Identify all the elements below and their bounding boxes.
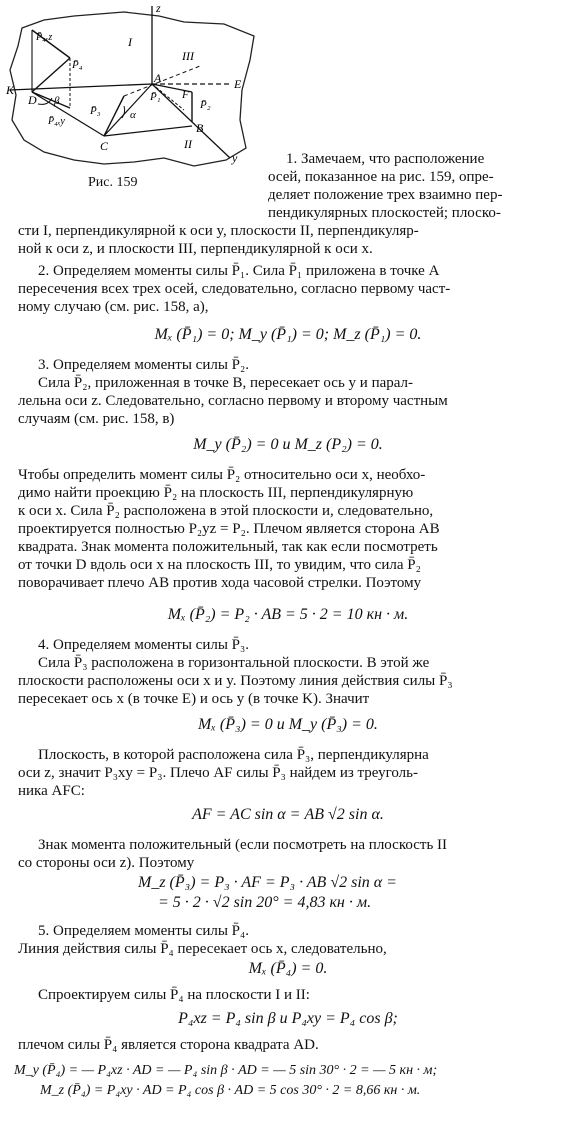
formula: M_z (P̄₃) = P₃ · AF = P₃ · AB √2 sin α = <box>138 874 397 891</box>
text-line: оси z, значит P₃xy = P₃. Плечо AF силы P̄₃ найдем из треуголь- <box>18 765 418 781</box>
text-line: плечом силы P̄₄ является сторона квадрата AD. <box>18 1037 319 1053</box>
label-C: C <box>100 139 109 153</box>
label-alpha: α <box>130 109 136 121</box>
text-line: деляет положение трех взаимно пер- <box>268 187 503 203</box>
label-plane-II: II <box>184 137 192 151</box>
formula: Mₓ (P̄₁) = 0; M_y (P̄₁) = 0; M_z (P̄₁) = 0. <box>154 326 422 343</box>
text-line: 2. Определяем моменты силы P̄₁. Сила P̄₁ приложена в точке A <box>38 263 440 279</box>
label-P4xz: P̄₄ₓz <box>36 32 53 43</box>
text-line: плоскости расположены оси x и y. Поэтому линия действия силы P̄₃ <box>18 673 453 689</box>
text-line: пендикулярных плоскостей; плоско- <box>268 205 501 221</box>
text-line: поворачивает плечо AB против хода часовой стрелки. Поэтому <box>18 575 422 591</box>
text-line: ника AFC: <box>18 783 85 799</box>
label-A: A <box>154 71 162 85</box>
label-K: K <box>6 83 15 97</box>
text-line: димо найти проекцию P̄₂ на плоскость III, перпендикулярную <box>18 485 414 501</box>
formula: Mₓ (P̄₄) = 0. <box>248 960 328 977</box>
text-line: ному случаю (см. рис. 158, a), <box>18 299 209 315</box>
label-plane-I: I <box>128 35 132 49</box>
text-line: Знак момента положительный (если посмотреть на плоскость II <box>38 837 448 853</box>
label-plane-III: III <box>182 49 194 63</box>
label-E: E <box>234 77 242 91</box>
label-B: B <box>196 121 204 135</box>
label-D: D <box>28 93 37 107</box>
section-heading: 4. Определяем моменты силы P̄₃. <box>38 637 249 653</box>
text-line: Спроектируем силы P̄₄ на плоскости I и II: <box>38 987 310 1003</box>
label-F: F <box>182 89 189 101</box>
label-P4: P̄₄ <box>72 59 83 71</box>
text-line: Сила P̄₂, приложенная в точке B, пересекает ось y и парал- <box>38 375 414 391</box>
text-line: ной к оси z, и плоскости III, перпендикулярной к оси x. <box>18 241 373 257</box>
text-line: к оси x. Сила P̄₂ расположена в этой плоскости и, следовательно, <box>18 503 434 519</box>
text-line: от точки D вдоль оси x на плоскость III, то увидим, что сила P̄₂ <box>18 557 421 573</box>
figure-159 <box>4 0 268 172</box>
label-P3: P̄₃ <box>90 105 101 117</box>
formula: M_y (P̄₂) = 0 и M_z (P₂) = 0. <box>193 436 383 453</box>
section-heading: 3. Определяем моменты силы P̄₂. <box>38 357 249 373</box>
formula: M_y (P̄₄) = — P₄xz · AD = — P₄ sin β · AD = — 5 sin 30° · 2 = — 5 кн · м; <box>14 1063 438 1078</box>
label-P1: P̄₁ <box>150 91 161 103</box>
label-beta: β <box>54 95 60 107</box>
text-line: пересекает ось x (в точке E) и ось y (в точке K). Значит <box>18 691 370 707</box>
text-line: проектируется полностью P₂yz = P₂. Плечом является сторона AB <box>18 521 440 537</box>
text-line: Сила P̄₃ расположена в горизонтальной плоскости. В этой же <box>38 655 430 671</box>
text-line: со стороны оси z). Поэтому <box>18 855 195 871</box>
formula: P₄xz = P₄ sin β и P₄xy = P₄ cos β; <box>178 1010 398 1027</box>
formula: AF = AC sin α = AB √2 sin α. <box>192 806 384 823</box>
formula: M_z (P̄₄) = P₄xy · AD = P₄ cos β · AD = 5 cos 30° · 2 = 8,66 кн · м. <box>40 1083 421 1098</box>
label-P2: P̄₂ <box>200 99 211 111</box>
label-z: z <box>156 1 161 15</box>
figure-caption: Рис. 159 <box>88 175 138 190</box>
text-line: Чтобы определить момент силы P̄₂ относительно оси x, необхо- <box>18 467 426 483</box>
text-line: Линия действия силы P̄₄ пересекает ось x, следовательно, <box>18 941 387 957</box>
text-line: сти I, перпендикулярной к оси y, плоскости II, перпендикуляр- <box>18 223 419 239</box>
text-line: случаям (см. рис. 158, в) <box>18 411 175 427</box>
text-line: квадрата. Знак момента положительный, так как если посмотреть <box>18 539 438 555</box>
formula: Mₓ (P̄₃) = 0 и M_y (P̄₃) = 0. <box>198 716 378 733</box>
formula: = 5 · 2 · √2 sin 20° = 4,83 кн · м. <box>158 894 372 911</box>
text-line: 1. Замечаем, что расположение <box>286 151 485 167</box>
formula: Mₓ (P̄₂) = P₂ · AB = 5 · 2 = 10 кн · м. <box>167 606 409 623</box>
text-line: пересечения всех трех осей, следовательно, согласно первому част- <box>18 281 451 297</box>
text-line: лельна оси z. Следовательно, согласно первому и второму частным <box>18 393 448 409</box>
label-y: y <box>232 151 238 165</box>
text-line: Плоскость, в которой расположена сила P̄₃, перпендикулярна <box>38 747 429 763</box>
section-heading: 5. Определяем моменты силы P̄₄. <box>38 923 249 939</box>
text-line: осей, показанное на рис. 159, опре- <box>268 169 494 185</box>
label-P4xy: P̄₄ₓy <box>48 116 65 127</box>
